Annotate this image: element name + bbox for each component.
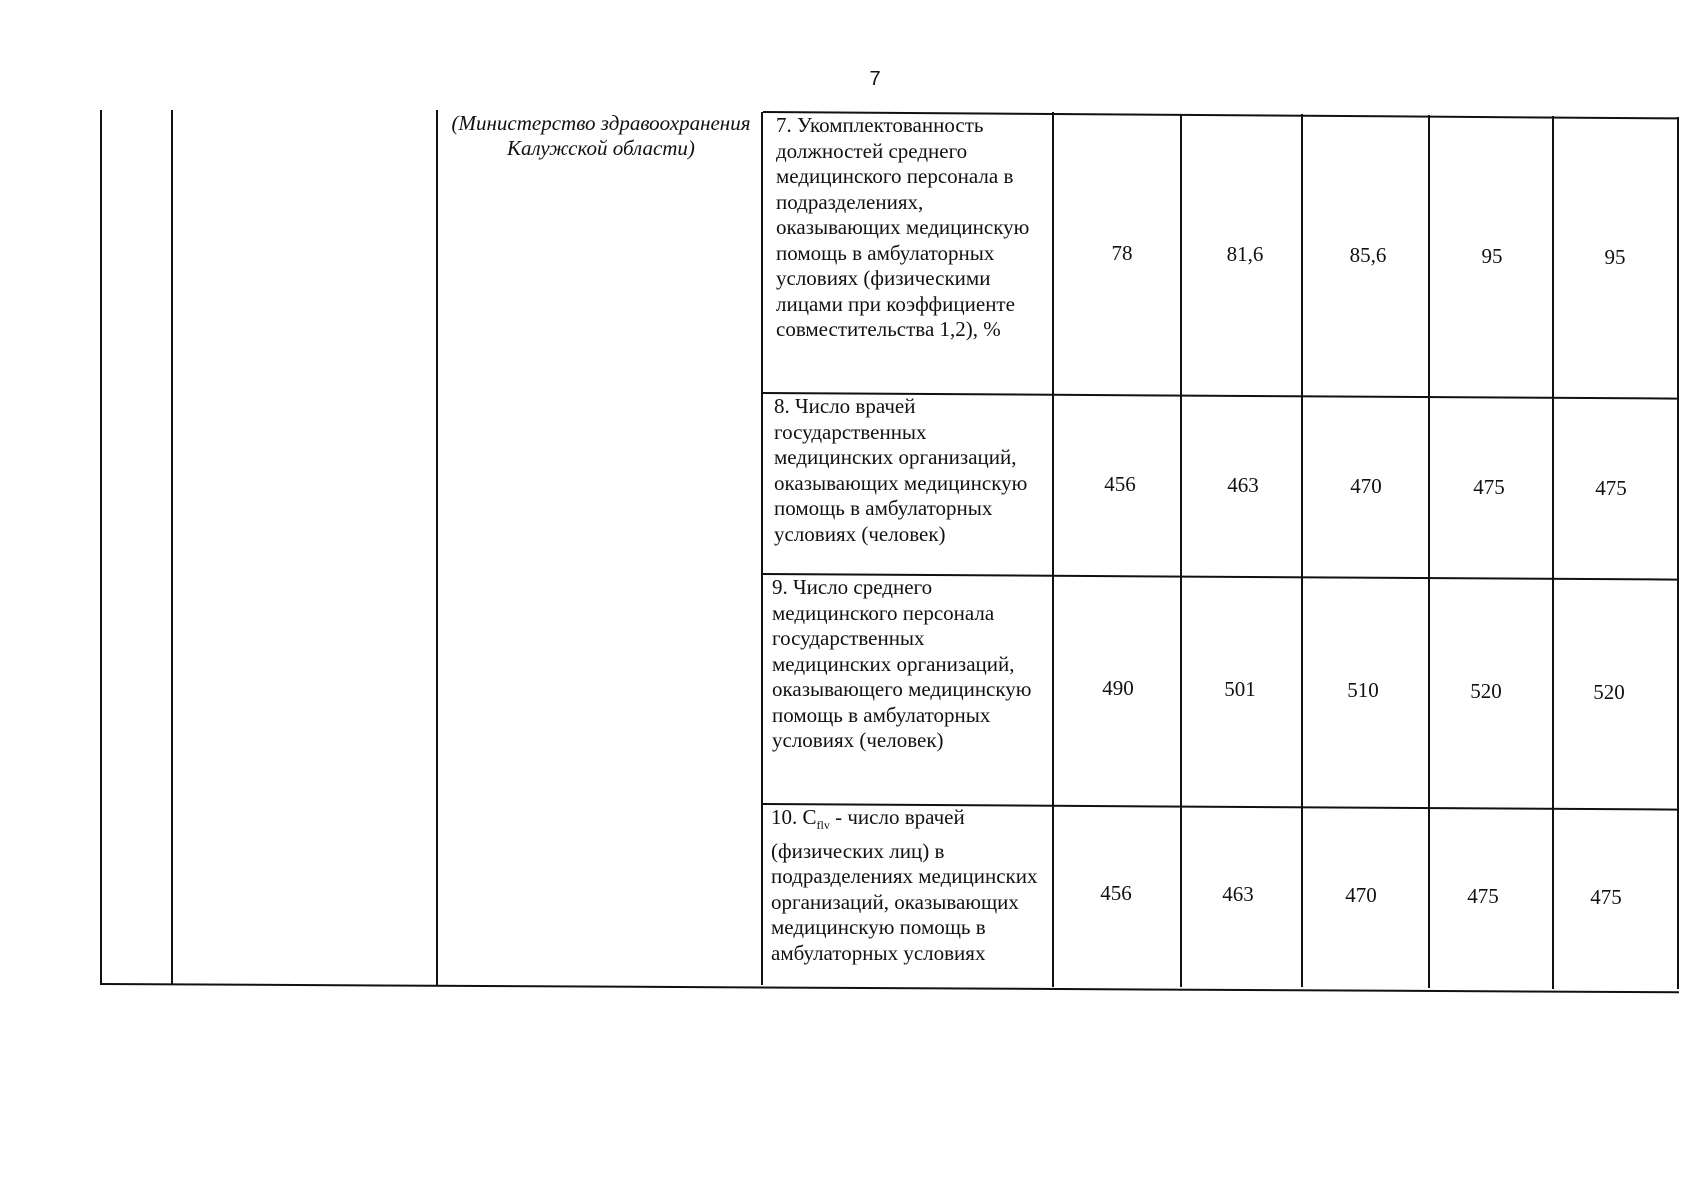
column-divider (1552, 116, 1554, 989)
value-cell: 95 (1604, 245, 1626, 269)
value-cell: 490 (1102, 676, 1134, 700)
value-cell: 475 (1473, 475, 1505, 499)
value-cell: 85,6 (1349, 243, 1387, 267)
indicator-row-10-subscript: flv (816, 818, 830, 833)
column-divider (1052, 112, 1054, 987)
indicator-row-7: 7. Укомплектованность должностей среднего медицинского персонала в подразделениях, оказывающих медицинскую помощь в амбулаторных условиях (физическими лицами при коэффициенте совместительства 1,2), % (776, 113, 1030, 341)
value-cell: 520 (1593, 680, 1625, 704)
value-cell: 81,6 (1226, 242, 1264, 266)
value-cell: 475 (1590, 885, 1622, 909)
column-divider (171, 110, 173, 985)
value-cell: 456 (1100, 881, 1132, 905)
value-cell: 78 (1111, 241, 1133, 265)
column-divider (761, 112, 763, 985)
value-cell: 95 (1481, 244, 1503, 268)
value-cell: 463 (1227, 473, 1259, 497)
value-cell: 470 (1345, 883, 1377, 907)
value-cell: 501 (1224, 677, 1256, 701)
indicator-row-9: 9. Число среднего медицинского персонала государственных медицинских организаций, оказывающего медицинскую помощь в амбулаторных условиях (человек) (772, 575, 1032, 752)
column-divider (1180, 114, 1182, 987)
value-cell: 520 (1470, 679, 1502, 703)
responsible-agency: (Министерство здравоохранения Калужской области) (451, 111, 751, 160)
indicator-row-10-prefix: 10. C (771, 805, 817, 829)
value-cell: 475 (1467, 884, 1499, 908)
value-cell: 470 (1350, 474, 1382, 498)
column-divider (1301, 114, 1303, 987)
indicator-row-10 (771, 805, 1039, 966)
indicator-row-10-rest: - число врачей (физических лиц) в подразделениях медицинских организаций, оказывающих медицинскую помощь в амбулаторных условиях (771, 805, 1038, 965)
value-cell: 456 (1104, 472, 1136, 496)
indicator-row-8: 8. Число врачей государственных медицинских организаций, оказывающих медицинскую помощь в амбулаторных условиях (человек) (774, 394, 1028, 546)
value-cell: 463 (1222, 882, 1254, 906)
value-cell: 510 (1347, 678, 1379, 702)
column-divider (1428, 115, 1430, 988)
column-divider (436, 110, 438, 985)
table-border-left (100, 110, 102, 985)
page-number: 7 (869, 68, 881, 90)
value-cell: 475 (1595, 476, 1627, 500)
table-border-right (1677, 117, 1679, 989)
table-border-bottom (100, 983, 1679, 993)
